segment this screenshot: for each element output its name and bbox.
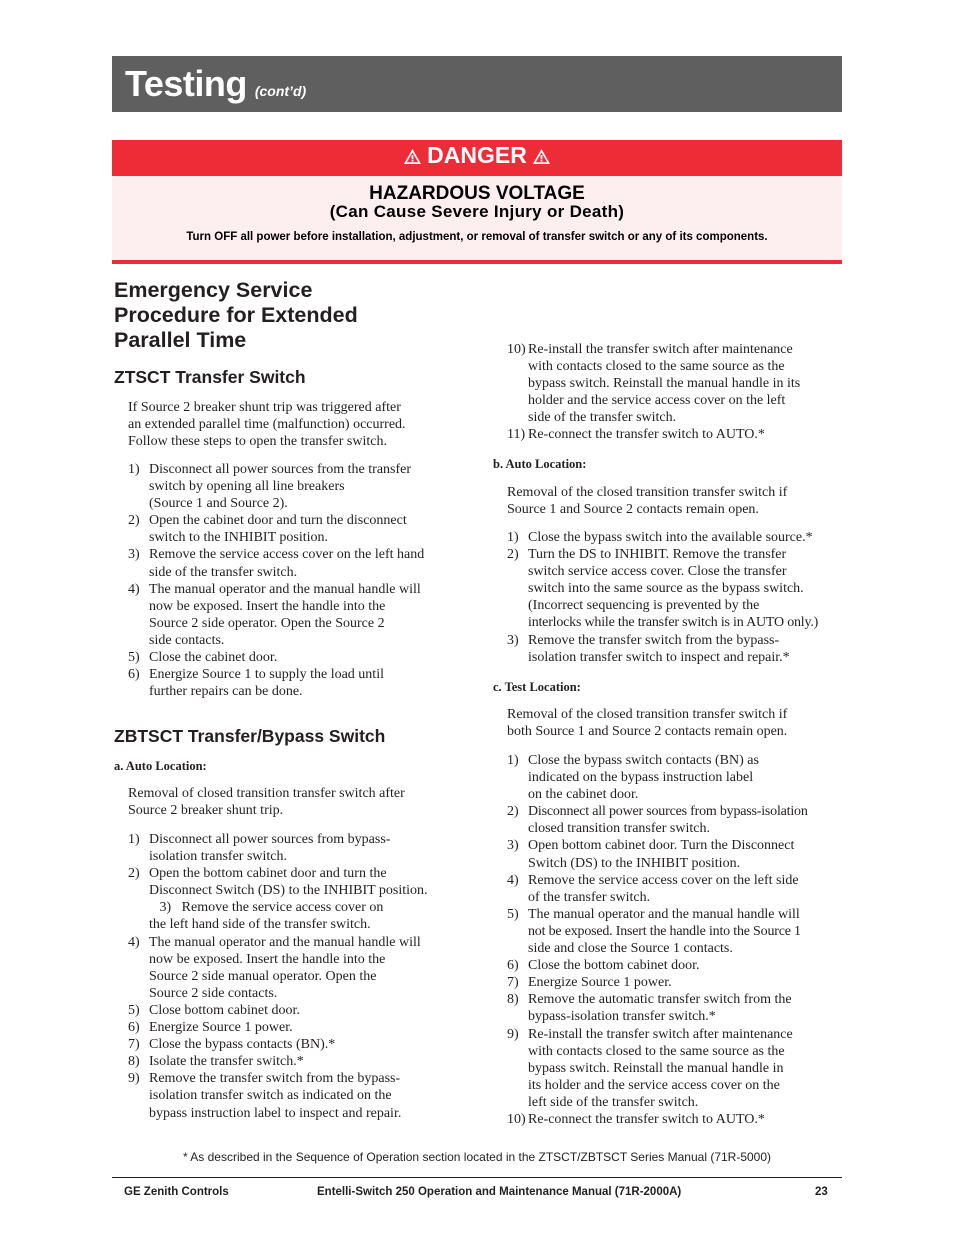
text-line: Removal of the closed transition transfer switch if [507,707,788,722]
list-item [507,1111,847,1128]
danger-label: DANGER [427,142,527,168]
list-item [507,632,847,666]
step-number: 1) [128,832,140,847]
list-item [507,529,847,546]
list-item [128,581,468,649]
list-item [507,1026,847,1111]
steps-c [507,752,847,1128]
step-number: 11) [507,427,526,443]
ztsct-intro [128,399,468,450]
step-number: 7) [507,975,519,991]
text-line: isolation transfer switch to inspect and repair.* [528,649,790,665]
step-number: 1) [507,753,519,768]
list-item [507,906,847,957]
step-number: 7) [128,1037,140,1053]
list-item [507,991,847,1025]
hazard-instruction: Turn OFF all power before installation, adjustment, or removal of transfer switch or any of its components. [186,231,768,243]
text-line: Close the cabinet door. [149,650,278,666]
text-line: of the transfer switch. [528,889,651,905]
text-line: Disconnect Switch (DS) to the INHIBIT position. [149,883,428,899]
list-item [507,872,847,906]
list-item [128,1019,468,1036]
text-line: further repairs can be done. [149,684,303,700]
page-subtitle: (cont’d) [254,83,307,99]
text-line: Re-install the transfer switch after maintenance [528,1026,793,1042]
step-number: 5) [128,650,140,666]
text-line: Open bottom cabinet door. Turn the Disconnect [528,838,795,854]
text-line: Close the bypass switch into the available source.* [528,530,813,545]
step-number: 6) [128,1020,140,1036]
text-line: If Source 2 breaker shunt trip was triggered after [128,400,401,415]
page-title-text: Testing [125,63,247,104]
step-number: 8) [507,992,519,1008]
list-item [507,341,847,426]
text-line: Remove the service access cover on the left hand [149,547,425,563]
page-header-bar [112,56,842,112]
text-line: Energize Source 1 to supply the load until [149,667,384,683]
subheading-test-location: c. Test Location: [493,680,581,694]
text-line: Close the bypass switch contacts (BN) as [528,753,759,768]
footer-divider [112,1177,842,1178]
step-number: 3) [128,547,140,563]
footer-company: GE Zenith Controls [124,1186,229,1198]
zbtsct-heading: ZBTSCT Transfer/Bypass Switch [114,726,386,746]
text-line: interlocks while the transfer switch is in AUTO only.) [528,615,819,631]
list-item [507,752,847,803]
text-line: Switch (DS) to the INHIBIT position. [528,855,741,871]
ztsct-steps [128,461,468,700]
list-item [128,934,468,1002]
step-number: 6) [128,667,140,683]
text-line: switch service access cover. Close the transfer [528,564,787,580]
text-line: side of the transfer switch. [528,410,677,426]
text-line: bypass switch. Reinstall the manual handle in its [528,376,801,392]
text-line: Source 2 side manual operator. Open the [149,968,377,984]
text-line: Source 2 side contacts. [149,985,278,1001]
text-line: not be exposed. Insert the handle into the Source 1 [528,923,801,939]
text-line: holder and the service access cover on the left [528,393,786,409]
step-number: 5) [128,1002,140,1018]
text-line: Re-connect the transfer switch to AUTO.* [528,427,765,443]
step-number: 4) [128,934,140,950]
subheading-auto-location-b: b. Auto Location: [493,457,587,471]
heading-line: Procedure for Extended [114,303,358,327]
text-line: switch by opening all line breakers [149,479,345,495]
footnote: * As described in the Sequence of Operation section located in the ZTSCT/ZBTSCT Series Manual (71R-5000) [182,1150,772,1164]
text-line: an extended parallel time (malfunction) occurred. [128,417,406,433]
text-line: Close the bypass contacts (BN).* [149,1037,336,1053]
zbtsct-steps [128,831,468,1122]
list-item [128,1070,468,1121]
footer-manual-title: Entelli-Switch 250 Operation and Maintenance Manual (71R-2000A) [317,1186,682,1198]
text-line: The manual operator and the manual handle will [528,906,800,922]
text-line: indicated on the bypass instruction label [528,770,754,786]
text-line: Source 2 side operator. Open the Source 2 [149,615,385,631]
step-number: 4) [128,581,140,597]
list-item [507,803,847,837]
zbtsct-steps-continued [507,341,847,444]
step-number: 4) [507,872,519,888]
text-line: (Incorrect sequencing is prevented by the [528,598,760,614]
step-number: 10) [507,342,526,357]
text-line: Turn the DS to INHIBIT. Remove the transfer [528,547,787,563]
text-line: the left hand side of the transfer switch. [149,917,371,933]
step-number: 1) [128,462,140,477]
step-number: 3) [507,632,519,648]
text-line: left side of the transfer switch. [528,1094,699,1110]
step-number: 8) [128,1054,140,1070]
list-item [128,649,468,666]
text-line: isolation transfer switch. [149,849,288,865]
step-number: 5) [507,906,519,922]
heading-line: Parallel Time [114,328,247,352]
list-item [128,1053,468,1070]
text-line: Disconnect all power sources from the transfer [149,462,412,477]
danger-bar [112,140,842,176]
list-item [128,666,468,700]
text-line: Removal of closed transition transfer switch after [128,786,405,801]
list-item [128,512,468,546]
text-line: Remove the automatic transfer switch from the [528,992,792,1008]
text-line: bypass switch. Reinstall the manual handle in [528,1060,784,1076]
steps-b [507,529,847,666]
danger-notice [112,140,842,264]
list-item [128,865,468,933]
text-line: Energize Source 1 power. [149,1020,293,1036]
text-line: on the cabinet door. [528,787,639,803]
list-item [507,957,847,974]
text-line: Disconnect all power sources from bypass- [149,832,391,847]
text-line: now be exposed. Insert the handle into the [149,598,386,614]
text-line: 3) Remove the service access cover on [149,900,384,916]
text-line: isolation transfer switch as indicated on the [149,1088,392,1104]
step-number: 2) [507,804,519,820]
text-line: switch into the same source as the bypass switch. [528,581,804,597]
text-line: with contacts closed to the same source as the [528,359,785,375]
heading-line: Emergency Service [114,278,313,302]
page-number: 23 [815,1186,828,1198]
text-line: switch to the INHIBIT position. [149,530,329,546]
text-line: its holder and the service access cover on the [528,1077,780,1093]
text-line: Re-connect the transfer switch to AUTO.* [528,1111,765,1127]
text-line: with contacts closed to the same source as the [528,1043,785,1059]
list-item [128,1036,468,1053]
text-line: Close bottom cabinet door. [149,1002,300,1018]
zbtsct-intro [128,785,468,819]
text-line: Removal of the closed transition transfer switch if [507,485,788,500]
ztsct-heading: ZTSCT Transfer Switch [114,367,306,387]
list-item [128,461,468,512]
text-line: Follow these steps to open the transfer switch. [128,434,387,450]
step-number: 2) [128,513,140,529]
text-line: Energize Source 1 power. [528,975,672,991]
list-item [507,546,847,631]
warning-triangle-icon [532,142,551,172]
text-line: Remove the service access cover on the left side [528,872,799,888]
text-line: The manual operator and the manual handle will [149,934,421,950]
text-line: The manual operator and the manual handle will [149,581,421,597]
step-number: 1) [507,530,519,545]
text-line: bypass instruction label to inspect and repair. [149,1105,402,1121]
list-item [128,546,468,580]
text-line: Disconnect all power sources from bypass-isolation [528,804,808,820]
step-number: 2) [128,866,140,882]
page-title [125,64,306,111]
text-line: side of the transfer switch. [149,564,298,580]
text-line: Source 2 breaker shunt trip. [128,803,284,819]
hazard-subheading: (Can Cause Severe Injury or Death) [329,202,625,221]
text-line: bypass-isolation transfer switch.* [528,1009,716,1025]
text-line: closed transition transfer switch. [528,821,710,837]
subheading-auto-location: a. Auto Location: [114,759,207,773]
text-line: side contacts. [149,632,225,648]
text-line: side and close the Source 1 contacts. [528,941,733,957]
hazard-heading: HAZARDOUS VOLTAGE [369,183,585,204]
text-line: Re-install the transfer switch after maintenance [528,342,793,357]
list-item [128,1002,468,1019]
step-number: 2) [507,547,519,563]
intro-b [507,484,847,518]
list-item [507,426,847,443]
step-number: 10) [507,1111,526,1127]
intro-c [507,706,847,740]
list-item [128,831,468,865]
text-line: both Source 1 and Source 2 contacts remain open. [507,724,788,740]
list-item [507,974,847,991]
text-line: Source 1 and Source 2 contacts remain open. [507,502,759,518]
section-heading [114,278,474,353]
step-number: 3) [507,838,519,854]
step-number: 6) [507,958,519,974]
step-number: 9) [128,1071,140,1087]
text-line: Remove the transfer switch from the bypass- [528,632,780,648]
text-line: Isolate the transfer switch.* [149,1054,304,1070]
text-line: Open the cabinet door and turn the disconnect [149,513,407,529]
list-item [507,837,847,871]
text-line: now be exposed. Insert the handle into the [149,951,386,967]
text-line: Open the bottom cabinet door and turn the [149,866,387,882]
text-line: (Source 1 and Source 2). [149,496,288,512]
warning-triangle-icon [403,142,422,172]
text-line: Remove the transfer switch from the bypass- [149,1071,401,1087]
step-number: 9) [507,1026,519,1042]
text-line: Close the bottom cabinet door. [528,958,700,974]
